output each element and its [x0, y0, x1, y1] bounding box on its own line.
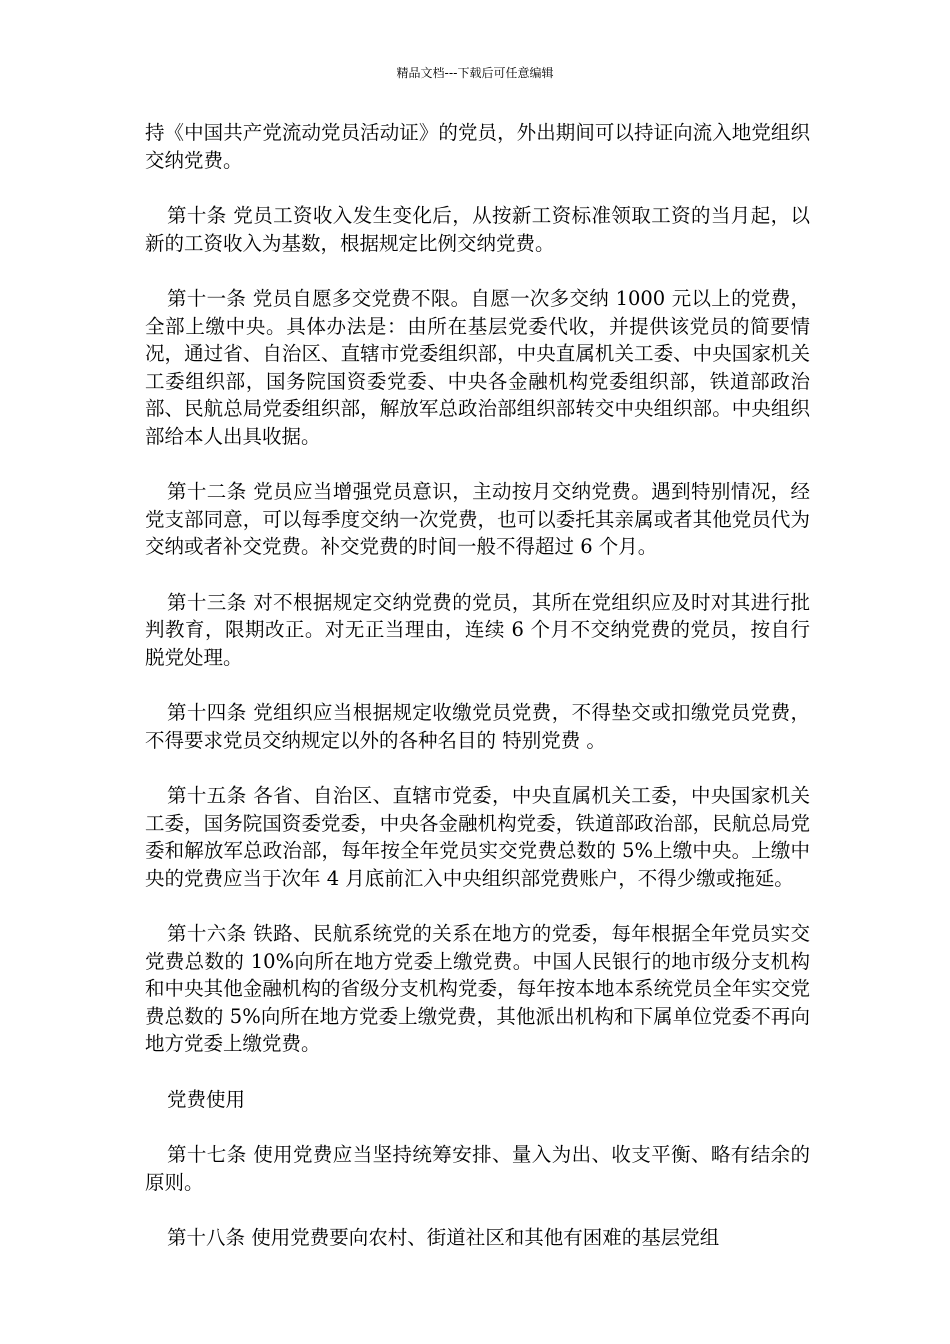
paragraph-article-15: 第十五条 各省、自治区、直辖市党委，中央直属机关工委，中央国家机关工委，国务院国资委党委，中央各金融机构党委，铁道部政治部，民航总局党委和解放军总政治部，每年按全年党员实交党费总数的 5%上缴中央。上缴中央的党费应当于次年 4 月底前汇入中央组织部党费账户，不得少缴或拖延。 [145, 784, 810, 890]
document-body [145, 119, 810, 1252]
paragraph-article-13: 第十三条 对不根据规定交纳党费的党员，其所在党组织应及时对其进行批判教育，限期改正。对无正当理由，连续 6 个月不交纳党费的党员，按自行脱党处理。 [145, 590, 810, 669]
paragraph-continuation: 持《中国共产党流动党员活动证》的党员，外出期间可以持证向流入地党组织交纳党费。 [145, 121, 810, 172]
section-heading: 党费使用 [167, 1087, 246, 1111]
paragraph-article-10: 第十条 党员工资收入发生变化后，从按新工资标准领取工资的当月起，以新的工资收入为基数，根据规定比例交纳党费。 [145, 204, 810, 255]
paragraph-article-16: 第十六条 铁路、民航系统党的关系在地方的党委，每年根据全年党员实交党费总数的 10%向所在地方党委上缴党费。中国人民银行的地市级分支机构和中央其他金融机构的省级分支机构党委，每年按本地本系统党员全年实交党费总数的 5%向所在地方党委上缴党费，其他派出机构和下属单位党委不再向地方党委上缴党费。 [145, 922, 810, 1055]
paragraph-article-14: 第十四条 党组织应当根据规定收缴党员党费，不得垫交或扣缴党员党费，不得要求党员交纳规定以外的各种名目的 特别党费 。 [145, 701, 810, 752]
page-header: 精品文档---下载后可任意编辑 [396, 66, 554, 80]
paragraph-article-11: 第十一条 党员自愿多交党费不限。自愿一次多交纳 1000 元以上的党费，全部上缴中央。具体办法是：由所在基层党委代收，并提供该党员的简要情况，通过省、自治区、直辖市党委组织部，中央直属机关工委、中央国家机关工委组织部，国务院国资委党委、中央各金融机构党委组织部，铁道部政治部、民航总局党委组织部，解放军总政治部组织部转交中央组织部。中央组织部给本人出具收据。 [145, 287, 810, 448]
paragraph-article-12: 第十二条 党员应当增强党员意识，主动按月交纳党费。遇到特别情况，经党支部同意，可以每季度交纳一次党费，也可以委托其亲属或者其他党员代为交纳或者补交党费。补交党费的时间一般不得超过 6 个月。 [145, 480, 810, 558]
paragraph-article-18: 第十八条 使用党费要向农村、街道社区和其他有困难的基层党组 [167, 1226, 720, 1249]
paragraph-article-17: 第十七条 使用党费应当坚持统筹安排、量入为出、收支平衡、略有结余的原则。 [145, 1143, 810, 1194]
